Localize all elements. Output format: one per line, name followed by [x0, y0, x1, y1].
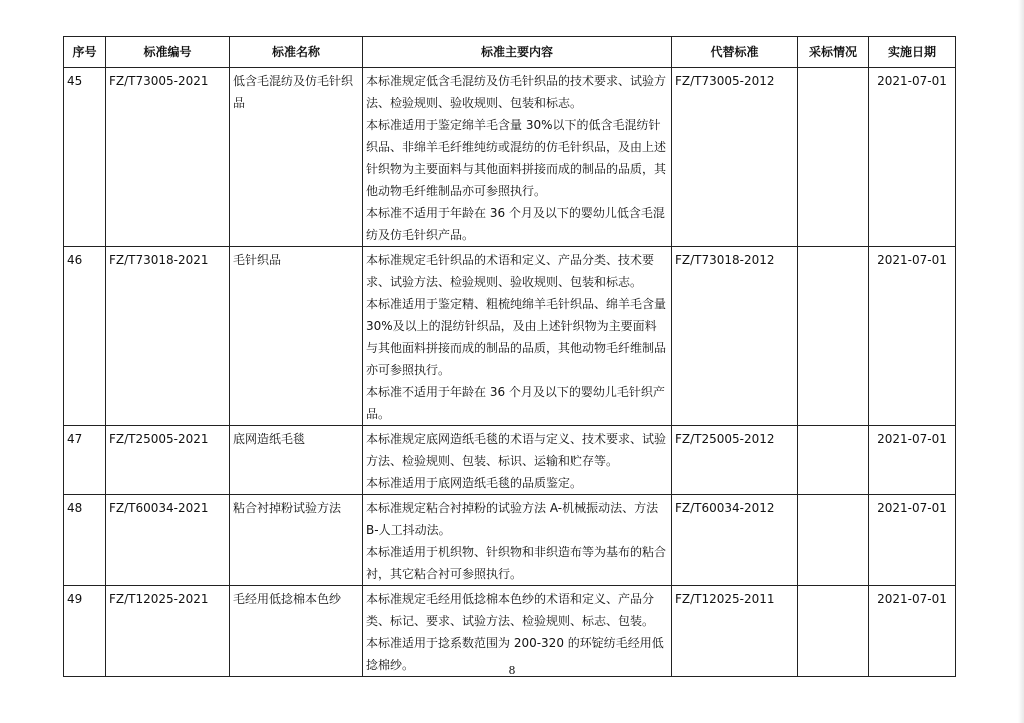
standard-name-cell: 底网造纸毛毯	[230, 426, 363, 495]
standard-code-cell: FZ/T60034-2021	[106, 495, 230, 586]
header-replaced-standard: 代替标准	[672, 37, 798, 68]
standard-name-cell: 毛针织品	[230, 247, 363, 426]
page-edge-shadow	[1018, 0, 1024, 723]
standards-table	[63, 36, 956, 677]
header-standard-name: 标准名称	[230, 37, 363, 68]
content-paragraph: 本标准规定底网造纸毛毯的术语与定义、技术要求、试验方法、检验规则、包装、标识、运输和贮存等。	[366, 432, 667, 468]
table-row	[64, 426, 956, 495]
content-paragraph: 本标准适用于底网造纸毛毯的品质鉴定。	[366, 476, 583, 490]
header-implementation-date: 实施日期	[869, 37, 956, 68]
header-serial-no: 序号	[64, 37, 106, 68]
serial-no-cell: 49	[64, 586, 106, 677]
standard-name-cell: 低含毛混纺及仿毛针织品	[230, 68, 363, 247]
header-standard-code: 标准编号	[106, 37, 230, 68]
standard-code-cell: FZ/T73005-2021	[106, 68, 230, 247]
content-cell	[363, 495, 672, 586]
implementation-date-cell: 2021-07-01	[869, 495, 956, 586]
content-paragraph: 本标准适用于捻系数范围为 200-320 的环锭纺毛经用低捻棉纱。	[366, 636, 664, 672]
adoption-status-cell	[798, 247, 869, 426]
adoption-status-cell	[798, 68, 869, 247]
content-paragraph: 本标准规定低含毛混纺及仿毛针织品的技术要求、试验方法、检验规则、验收规则、包装和标志。	[366, 74, 667, 110]
standard-code-cell: FZ/T25005-2021	[106, 426, 230, 495]
header-adoption-status: 采标情况	[798, 37, 869, 68]
standard-code-cell: FZ/T73018-2021	[106, 247, 230, 426]
replaced-standard-cell: FZ/T60034-2012	[672, 495, 798, 586]
content-cell	[363, 68, 672, 247]
content-paragraph: 本标准不适用于年龄在 36 个月及以下的婴幼儿毛针织产品。	[366, 385, 665, 421]
content-paragraph: 本标准不适用于年龄在 36 个月及以下的婴幼儿低含毛混纺及仿毛针织产品。	[366, 206, 665, 242]
serial-no-cell: 47	[64, 426, 106, 495]
content-cell	[363, 586, 672, 677]
content-paragraph: 本标准规定毛针织品的术语和定义、产品分类、技术要求、试验方法、检验规则、验收规则、包装和标志。	[366, 253, 655, 289]
adoption-status-cell	[798, 495, 869, 586]
content-paragraph: 本标准适用于鉴定精、粗梳纯绵羊毛针织品、绵羊毛含量 30%及以上的混纺针织品，及由上述针织物为主要面料与其他面料拼接而成的制品的品质，其他动物毛纤维制品亦可参照执行。	[366, 297, 667, 377]
table-row	[64, 247, 956, 426]
implementation-date-cell: 2021-07-01	[869, 247, 956, 426]
table-row	[64, 586, 956, 677]
content-cell	[363, 247, 672, 426]
standard-name-cell: 毛经用低捻棉本色纱	[230, 586, 363, 677]
replaced-standard-cell: FZ/T25005-2012	[672, 426, 798, 495]
table-row	[64, 68, 956, 247]
implementation-date-cell: 2021-07-01	[869, 426, 956, 495]
header-main-content: 标准主要内容	[363, 37, 672, 68]
content-cell	[363, 426, 672, 495]
adoption-status-cell	[798, 426, 869, 495]
standard-name-cell: 粘合衬掉粉试验方法	[230, 495, 363, 586]
serial-no-cell: 48	[64, 495, 106, 586]
content-paragraph: 本标准适用于机织物、针织物和非织造布等为基布的粘合衬，其它粘合衬可参照执行。	[366, 545, 667, 581]
replaced-standard-cell: FZ/T12025-2011	[672, 586, 798, 677]
implementation-date-cell: 2021-07-01	[869, 586, 956, 677]
content-paragraph: 本标准适用于鉴定绵羊毛含量 30%以下的低含毛混纺针织品、非绵羊毛纤维纯纺或混纺的仿毛针织品，及由上述针织物为主要面料与其他面料拼接而成的制品的品质，其他动物毛纤维制品亦可参照执行。	[366, 118, 667, 198]
adoption-status-cell	[798, 586, 869, 677]
serial-no-cell: 45	[64, 68, 106, 247]
replaced-standard-cell: FZ/T73005-2012	[672, 68, 798, 247]
replaced-standard-cell: FZ/T73018-2012	[672, 247, 798, 426]
standard-code-cell: FZ/T12025-2021	[106, 586, 230, 677]
content-paragraph: 本标准规定毛经用低捻棉本色纱的术语和定义、产品分类、标记、要求、试验方法、检验规则、标志、包装。	[366, 592, 655, 628]
content-paragraph: 本标准规定粘合衬掉粉的试验方法 A-机械振动法、方法 B-人工抖动法。	[366, 501, 659, 537]
serial-no-cell: 46	[64, 247, 106, 426]
page-number: 8	[508, 664, 516, 677]
implementation-date-cell: 2021-07-01	[869, 68, 956, 247]
table-header-row	[64, 37, 956, 68]
table-row	[64, 495, 956, 586]
